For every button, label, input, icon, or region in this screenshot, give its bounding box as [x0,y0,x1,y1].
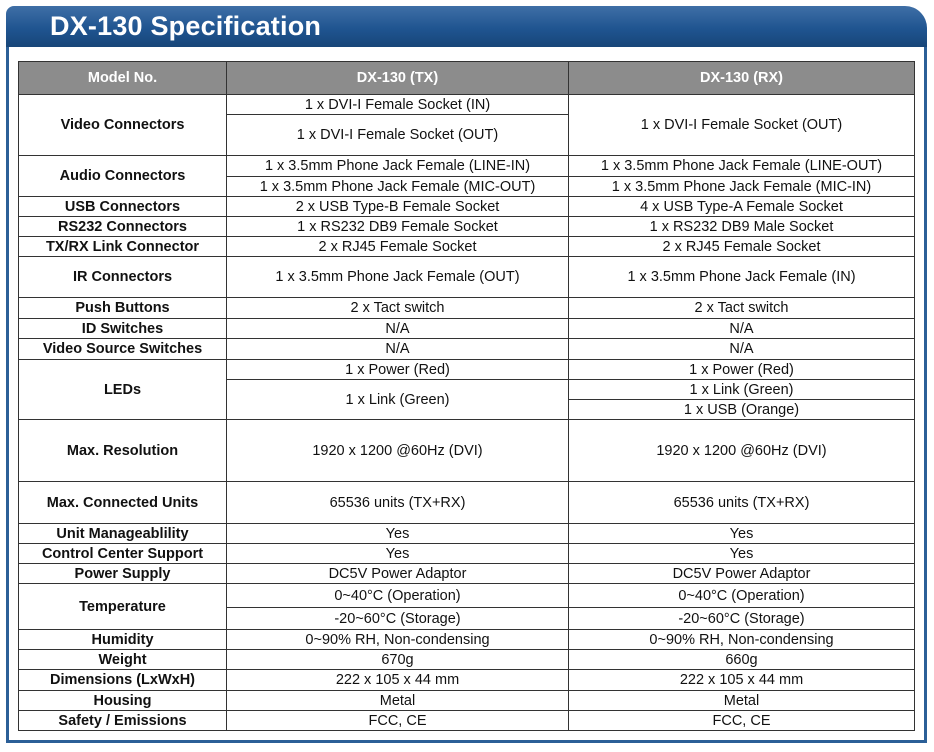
row-label: Push Buttons [19,298,227,319]
cell-rx: DC5V Power Adaptor [569,564,915,584]
row-label: Max. Resolution [19,420,227,482]
row-label: Video Source Switches [19,339,227,360]
table-row [19,237,915,257]
table-row [19,670,915,691]
cell-tx: 1 x 3.5mm Phone Jack Female (LINE-IN) [227,156,569,177]
cell-rx: N/A [569,339,915,360]
header-tx: DX-130 (TX) [227,62,569,95]
cell-rx: 1 x Link (Green) [569,380,915,400]
cell-rx: 4 x USB Type-A Female Socket [569,197,915,217]
cell-rx: 1 x DVI-I Female Socket (OUT) [569,95,915,156]
row-label: USB Connectors [19,197,227,217]
cell-rx: 1 x Power (Red) [569,360,915,380]
row-label: RS232 Connectors [19,217,227,237]
table-row [19,339,915,360]
table-row [19,360,915,380]
table-row [19,420,915,482]
cell-tx: 1 x Power (Red) [227,360,569,380]
row-label: Audio Connectors [19,156,227,197]
cell-rx: Yes [569,544,915,564]
table-row [19,711,915,731]
cell-tx: 222 x 105 x 44 mm [227,670,569,691]
cell-rx: FCC, CE [569,711,915,731]
cell-rx: 1 x RS232 DB9 Male Socket [569,217,915,237]
row-label: LEDs [19,360,227,420]
cell-rx: 1920 x 1200 @60Hz (DVI) [569,420,915,482]
header-rx: DX-130 (RX) [569,62,915,95]
cell-rx: Metal [569,691,915,711]
table-row [19,257,915,298]
table-row [19,544,915,564]
table-row [19,691,915,711]
table-row [19,156,915,177]
cell-tx: 1 x DVI-I Female Socket (IN) [227,95,569,115]
row-label: Temperature [19,584,227,630]
row-label: ID Switches [19,319,227,339]
cell-tx: Yes [227,544,569,564]
table-row [19,524,915,544]
cell-tx: -20~60°C (Storage) [227,608,569,630]
table-row [19,95,915,115]
row-label: Video Connectors [19,95,227,156]
cell-tx: 2 x RJ45 Female Socket [227,237,569,257]
table-row [19,564,915,584]
cell-tx: 1 x 3.5mm Phone Jack Female (MIC-OUT) [227,177,569,197]
header-row [19,62,915,95]
cell-rx: 0~40°C (Operation) [569,584,915,608]
cell-tx: 1 x 3.5mm Phone Jack Female (OUT) [227,257,569,298]
row-label: Dimensions (LxWxH) [19,670,227,691]
cell-rx: 2 x RJ45 Female Socket [569,237,915,257]
cell-tx: DC5V Power Adaptor [227,564,569,584]
cell-tx: 1920 x 1200 @60Hz (DVI) [227,420,569,482]
cell-rx: 1 x 3.5mm Phone Jack Female (LINE-OUT) [569,156,915,177]
table-row [19,298,915,319]
cell-tx: FCC, CE [227,711,569,731]
page-title: DX-130 Specification [50,11,322,41]
cell-rx: 0~90% RH, Non-condensing [569,630,915,650]
cell-rx: 222 x 105 x 44 mm [569,670,915,691]
row-label: Safety / Emissions [19,711,227,731]
header-model: Model No. [19,62,227,95]
table-row [19,650,915,670]
cell-tx: 65536 units (TX+RX) [227,482,569,524]
cell-tx: 0~90% RH, Non-condensing [227,630,569,650]
cell-tx: 0~40°C (Operation) [227,584,569,608]
table-row [19,482,915,524]
cell-rx: 660g [569,650,915,670]
cell-rx: N/A [569,319,915,339]
cell-rx: -20~60°C (Storage) [569,608,915,630]
cell-tx: Yes [227,524,569,544]
title-banner [6,6,927,48]
table-row [19,584,915,608]
row-label: Max. Connected Units [19,482,227,524]
cell-tx: 2 x USB Type-B Female Socket [227,197,569,217]
row-label: Control Center Support [19,544,227,564]
table-row [19,319,915,339]
row-label: TX/RX Link Connector [19,237,227,257]
cell-tx: N/A [227,339,569,360]
cell-rx: 65536 units (TX+RX) [569,482,915,524]
cell-rx: 2 x Tact switch [569,298,915,319]
row-label: Housing [19,691,227,711]
cell-tx: 1 x Link (Green) [227,380,569,420]
row-label: Power Supply [19,564,227,584]
table-row [19,197,915,217]
cell-tx: 670g [227,650,569,670]
cell-tx: 1 x RS232 DB9 Female Socket [227,217,569,237]
cell-rx: 1 x USB (Orange) [569,400,915,420]
cell-rx: 1 x 3.5mm Phone Jack Female (MIC-IN) [569,177,915,197]
cell-tx: N/A [227,319,569,339]
table-row [19,630,915,650]
cell-tx: Metal [227,691,569,711]
spec-table [18,61,915,731]
row-label: Weight [19,650,227,670]
row-label: IR Connectors [19,257,227,298]
cell-rx: 1 x 3.5mm Phone Jack Female (IN) [569,257,915,298]
row-label: Unit Manageablility [19,524,227,544]
row-label: Humidity [19,630,227,650]
cell-tx: 1 x DVI-I Female Socket (OUT) [227,115,569,156]
table-row [19,217,915,237]
cell-rx: Yes [569,524,915,544]
cell-tx: 2 x Tact switch [227,298,569,319]
